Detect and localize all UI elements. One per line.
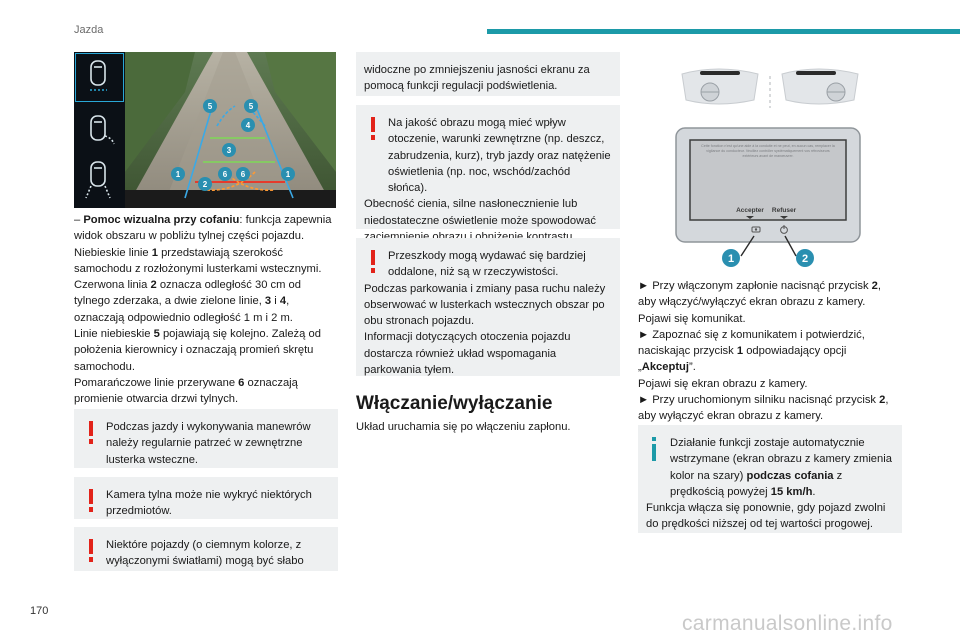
instructions bbox=[638, 278, 902, 425]
svg-text:5: 5 bbox=[207, 102, 213, 111]
warning-text: Informacji dotyczących otoczenia pojazdu dostarcza również układ wspomagania parkowania tyłem. bbox=[364, 331, 571, 377]
camera-view bbox=[125, 52, 336, 208]
svg-text:1: 1 bbox=[285, 170, 291, 179]
accept-softkey[interactable]: Accepter bbox=[736, 207, 764, 214]
marker-6b bbox=[236, 167, 250, 181]
warning-icon bbox=[369, 250, 377, 274]
marker-6a bbox=[218, 167, 232, 181]
svg-text:2: 2 bbox=[801, 253, 809, 265]
dashboard-left-view bbox=[682, 69, 758, 104]
warning-text: Niektóre pojazdy (o ciemnym kolorze, z wyłączonymi światłami) mogą być słabo bbox=[106, 539, 304, 568]
warning-icon bbox=[87, 539, 95, 563]
marker-2 bbox=[796, 249, 814, 267]
steering-wheel-icon bbox=[827, 83, 845, 101]
dashboard-right-view bbox=[782, 69, 858, 104]
svg-text:4: 4 bbox=[245, 121, 251, 130]
camera-view-selector bbox=[74, 52, 125, 208]
warning-box-dark-vehicles bbox=[74, 527, 338, 571]
screen-message: Cette fonction n'est qu'une aide à la conduite et ne peut, en aucun cas, remplacer la vigilance du conducteur. Veuillez contrôler systématiquement vos rétroviseurs extérieurs avant de manœuvrer. bbox=[701, 144, 835, 158]
car-front-view-icon bbox=[90, 61, 107, 90]
svg-text:6: 6 bbox=[222, 170, 228, 179]
steering-wheel-icon bbox=[701, 83, 719, 101]
warning-box-detection bbox=[74, 477, 338, 519]
refuse-softkey[interactable]: Refuser bbox=[771, 207, 797, 214]
warning-box-continued bbox=[356, 52, 620, 96]
section-intro: Układ uruchamia się po włączeniu zapłonu. bbox=[356, 421, 571, 433]
car-side-view-icon bbox=[91, 116, 114, 144]
marker-5b bbox=[244, 99, 258, 113]
svg-text:5: 5 bbox=[248, 102, 254, 111]
instruction-step-3: ► Przy uruchomionym silniku nacisnąć przycisk 2, aby wyłączyć ekran obrazu z kamery. bbox=[638, 394, 889, 423]
marker-5a bbox=[203, 99, 217, 113]
svg-text:1: 1 bbox=[175, 170, 181, 179]
warning-text: Obecność cienia, silne nasłonecznienie lub niedostateczne oświetlenie może spowodować bbox=[364, 198, 596, 227]
marker-4 bbox=[241, 118, 255, 132]
warning-box-obstacles bbox=[356, 238, 620, 376]
svg-text:1: 1 bbox=[727, 253, 735, 265]
page-number: 170 bbox=[30, 605, 49, 617]
marker-1 bbox=[722, 249, 740, 267]
warning-icon bbox=[369, 117, 377, 141]
section-title: Włączanie/wyłączanie bbox=[356, 393, 553, 414]
svg-text:3: 3 bbox=[226, 146, 232, 155]
marker-3 bbox=[222, 143, 236, 157]
car-top-view-icon bbox=[86, 162, 110, 198]
svg-text:2: 2 bbox=[202, 180, 208, 189]
warning-text-continued: widoczne po zmniejszeniu jasności ekranu za pomocą funkcji regulacji podświetlenia. bbox=[364, 64, 590, 93]
info-icon bbox=[650, 437, 658, 461]
screen-buttons-diagram bbox=[638, 52, 902, 274]
header-accent-bar bbox=[487, 29, 960, 34]
marker-1b bbox=[281, 167, 295, 181]
marker-1a bbox=[171, 167, 185, 181]
warning-box-image-quality bbox=[356, 105, 620, 229]
warning-text: Podczas jazdy i wykonywania manewrów należy regularnie patrzeć w zewnętrzne lusterka wsteczne. bbox=[106, 421, 311, 466]
warning-text: Na jakość obrazu mogą mieć wpływ otoczenie, warunki zewnętrzne (np. deszcz, zabrudzenia, kurz), tryb jazdy oraz natężenie oświetlenia (np. noc, wschód/zachód słońca). bbox=[388, 117, 611, 195]
warning-text: Przeszkody mogą wydawać się bardziej oddalone, niż są w rzeczywistości. bbox=[388, 250, 586, 279]
rear-assist-description: – Pomoc wizualna przy cofaniu: funkcja zapewnia widok obszaru w pobliżu tylnej części pojazdu. Niebieskie linie 1 przedstawiają szerokość samochodu z rozłożonymi lusterkami wstecznymi. Czerwona linia 2 oznacza odległość 30 cm od tylnego zderzaka, a dwie zielone linie, 3 i 4, oznaczają odpowiednio odległość 1 m i 2 m. Linie niebieskie 5 pojawiają się kolejno. Zależą od położenia kierownicy i oznaczają promień skrętu samochodu. Pomarańczowe linie przerywane 6 oznaczają promienie otwarcia drzwi tylnych. bbox=[74, 214, 332, 406]
warning-text: Podczas parkowania i zmiany pasa ruchu należy obserwować w lusterkach wstecznych obszar po obu stronach pojazdu. bbox=[364, 282, 606, 328]
svg-text:6: 6 bbox=[240, 170, 246, 179]
watermark: carmanualsonline.info bbox=[682, 612, 893, 635]
warning-icon bbox=[87, 421, 95, 445]
info-box-auto-pause: Działanie funkcji zostaje automatycznie wstrzymane (ekran obrazu z kamery zmienia kolor na szary) podczas cofania z prędkością powyżej 15 km/h. Funkcja włącza się ponownie, gdy pojazd zwolni do prędkości niższej od tej wartości progowej. bbox=[638, 425, 902, 533]
col1-description bbox=[74, 212, 338, 408]
warning-box-mirrors bbox=[74, 409, 338, 468]
warning-text: Kamera tylna może nie wykryć niektórych przedmiotów. bbox=[106, 489, 312, 518]
warning-icon bbox=[87, 489, 95, 513]
rear-camera-image bbox=[74, 52, 336, 208]
marker-2 bbox=[198, 177, 212, 191]
section-label: Jazda bbox=[74, 24, 104, 36]
touch-screen bbox=[676, 128, 860, 242]
instruction-step-2: ► Zapoznać się z komunikatem i potwierdzić, naciskając przycisk 1 odpowiadający opcji „Akceptuj”. Pojawi się ekran obrazu z kamery. bbox=[638, 328, 865, 390]
instruction-step-1: ► Przy włączonym zapłonie nacisnąć przycisk 2, aby włączyć/wyłączyć ekran obrazu z kamery. Pojawi się komunikat. bbox=[638, 280, 882, 325]
